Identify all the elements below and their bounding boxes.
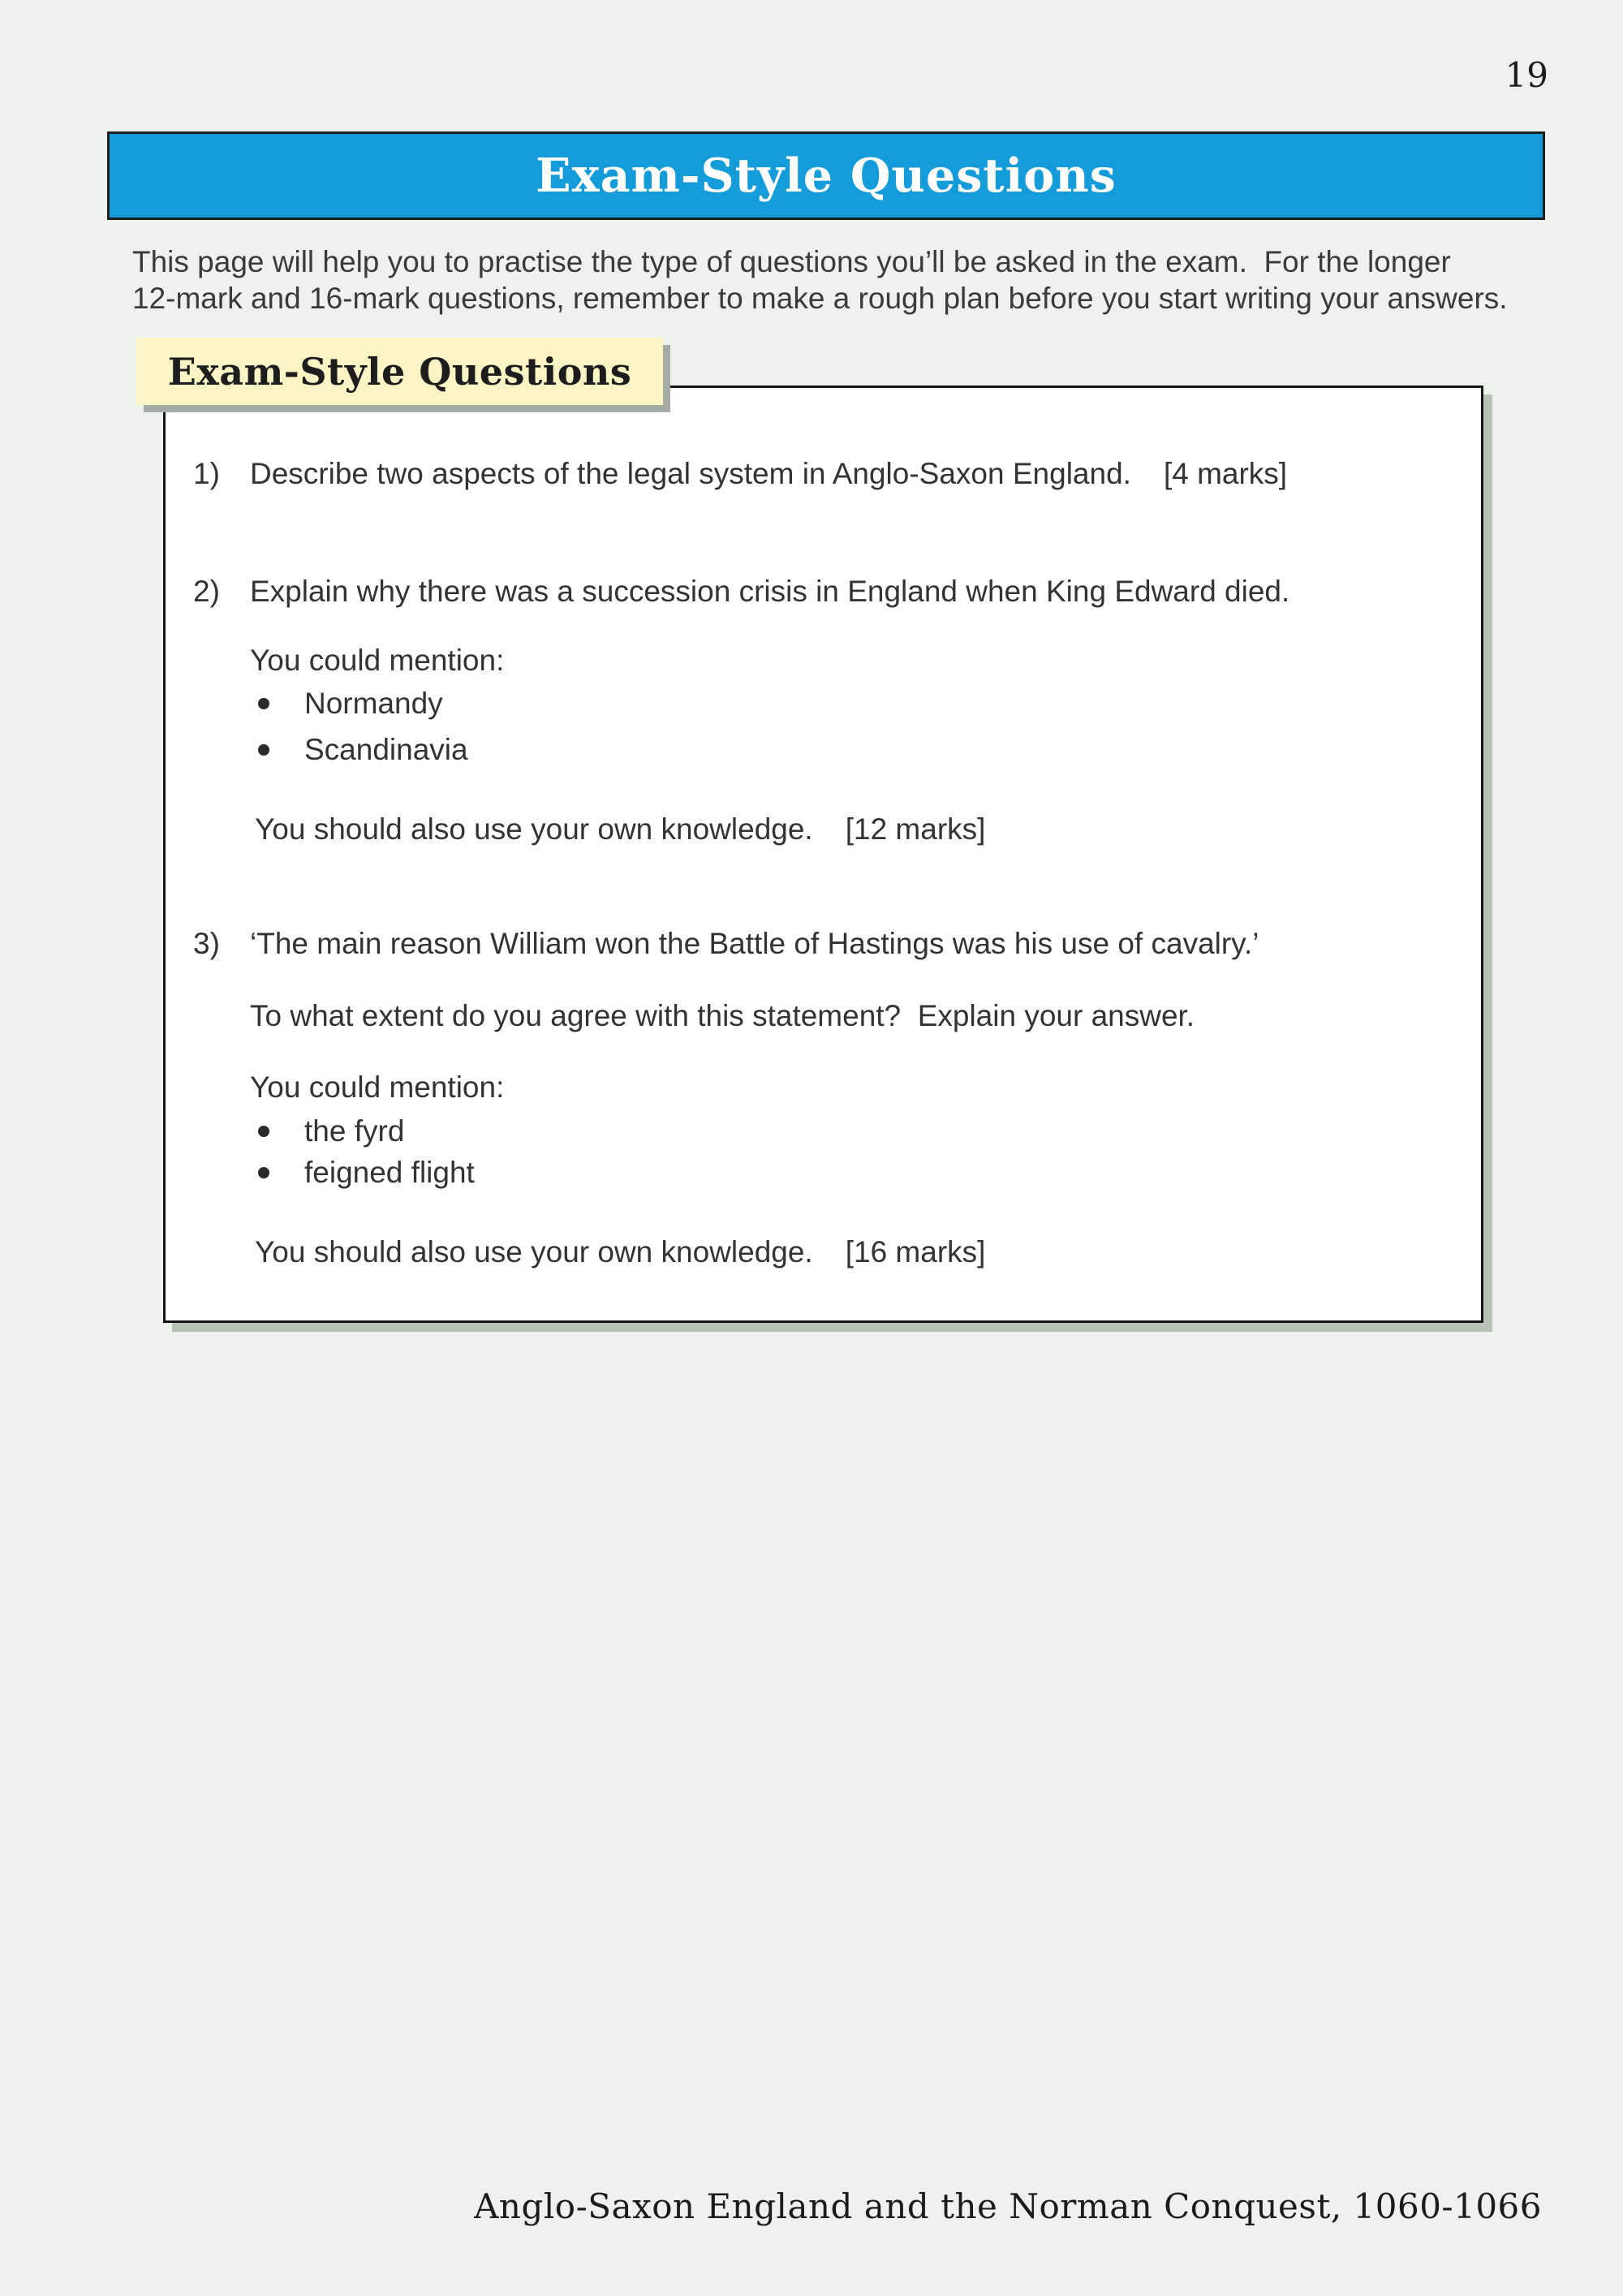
question-2-bullet-1-text: Normandy bbox=[304, 687, 443, 720]
bullet-icon bbox=[258, 1126, 269, 1137]
bullet-icon bbox=[258, 1167, 269, 1178]
question-3-text: ‘The main reason William won the Battle of Hastings was his use of cavalry.’ bbox=[250, 927, 1259, 960]
question-2-text: Explain why there was a succession crisis in England when King Edward died. bbox=[250, 575, 1290, 608]
question-2-bullet-2-text: Scandinavia bbox=[304, 733, 468, 766]
intro-line-1: This page will help you to practise the type of questions you’ll be asked in the exam. For the longer bbox=[132, 245, 1451, 278]
footer-title: Anglo-Saxon England and the Norman Conquest, 1060-1066 bbox=[474, 2186, 1542, 2226]
page-title-banner bbox=[107, 131, 1545, 220]
question-2-own-knowledge bbox=[255, 812, 985, 846]
bullet-icon bbox=[258, 698, 269, 709]
question-2-number: 2) bbox=[193, 575, 220, 608]
question-3-bullet-1-text: the fyrd bbox=[304, 1114, 405, 1148]
question-3-own-knowledge-text: You should also use your own knowledge. bbox=[255, 1235, 813, 1269]
question-3-own-knowledge bbox=[255, 1235, 985, 1269]
questions-panel bbox=[163, 386, 1483, 1323]
panel-label bbox=[136, 338, 663, 405]
question-1-number: 1) bbox=[193, 457, 220, 490]
question-1-marks: [4 marks] bbox=[1163, 457, 1288, 490]
question-3-marks: [16 marks] bbox=[845, 1235, 986, 1269]
question-3-mention-label: You could mention: bbox=[250, 1070, 505, 1104]
panel-label-text: Exam-Style Questions bbox=[167, 349, 632, 394]
page-number: 19 bbox=[1505, 55, 1548, 95]
question-1-text bbox=[250, 457, 1287, 491]
question-2-marks: [12 marks] bbox=[845, 812, 986, 846]
question-2-mention-label: You could mention: bbox=[250, 644, 505, 677]
question-3-number: 3) bbox=[193, 927, 220, 960]
intro-paragraph bbox=[132, 243, 1508, 317]
question-3-text2: To what extent do you agree with this statement? Explain your answer. bbox=[250, 999, 1195, 1032]
intro-line-2: 12-mark and 16-mark questions, remember to make a rough plan before you start writing your answers. bbox=[132, 282, 1508, 315]
page-title: Exam-Style Questions bbox=[536, 149, 1117, 203]
question-2-bullet-2 bbox=[166, 733, 468, 869]
question-3-bullet-2 bbox=[166, 1156, 475, 1292]
question-3-bullet-2-text: feigned flight bbox=[304, 1156, 475, 1189]
bullet-icon bbox=[258, 744, 269, 756]
question-1-body: Describe two aspects of the legal system in Anglo-Saxon England. bbox=[250, 457, 1131, 490]
question-2-own-knowledge-text: You should also use your own knowledge. bbox=[255, 812, 813, 846]
